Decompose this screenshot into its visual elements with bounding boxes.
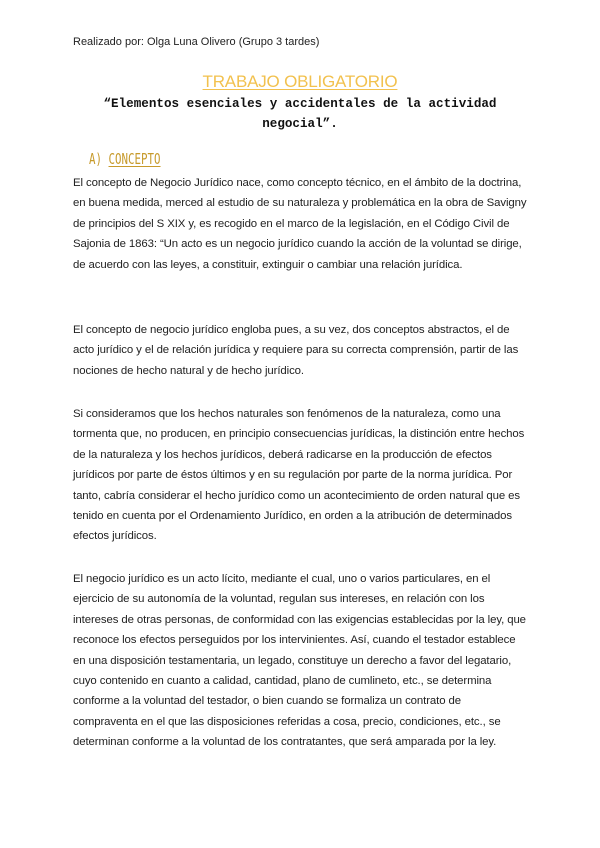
document-subtitle: “Elementos esenciales y accidentales de la actividad negocial”. bbox=[103, 97, 497, 131]
section-label: CONCEPTO bbox=[108, 150, 161, 168]
author-line: Realizado por: Olga Luna Olivero (Grupo 3 tardes) bbox=[73, 36, 320, 48]
section-letter: A) bbox=[89, 150, 103, 168]
paragraph-3: Si consideramos que los hechos naturales son fenómenos de la naturaleza, como una tormenta que, no producen, en principio consecuencias jurídicas, la distinción entre hechos de la naturaleza y los hechos jurídicos, deberá radicarse en la producción de efectos jurídicos por parte de éstos últimos y en su regulación por parte de la norma jurídica. Por tanto, cabría considerar el hecho jurídico como un acontecimiento de orden natural que es tenido en cuenta por el Ordenamiento Jurídico, en orden a la atribución de determinados efectos jurídicos. bbox=[73, 408, 525, 543]
paragraph-4: El negocio jurídico es un acto lícito, mediante el cual, uno o varios particulares, en el ejercicio de su autonomía de la voluntad, regulan sus intereses, en relación con los intereses de otras personas, de conformidad con las exigencias establecidas por la ley, que reconoce los efectos perseguidos por los intervinientes. Así, cuando el testador establece en una disposición testamentaria, un legado, constituye un derecho a favor del legatario, cuyo contenido en cuanto a calidad, cantidad, plano de cumlineto, etc., se determina conforme a la voluntad del testador, o bien cuando se formaliza un contrato de compraventa en el que las disposiciones referidas a cosa, precio, condiciones, etc., se determinan conforme a la voluntad de los contratantes, que será amparada por la ley. bbox=[73, 573, 526, 749]
document-title: TRABAJO OBLIGATORIO bbox=[202, 72, 398, 91]
section-heading bbox=[89, 150, 161, 168]
paragraph-2: El concepto de negocio jurídico engloba pues, a su vez, dos conceptos abstractos, el de acto jurídico y el de relación jurídica y requiere para su correcta comprensión, partir de las nociones de hecho natural y de hecho jurídico. bbox=[73, 324, 519, 377]
paragraph-1: El concepto de Negocio Jurídico nace, como concepto técnico, en el ámbito de la doctrina, en buena medida, merced al estudio de su naturaleza y problemática en la obra de Savigny de principios del S XIX y, es recogido en el marco de la legislación, en el Código Civil de Sajonia de 1863: “Un acto es un negocio jurídico cuando la acción de la voluntad se dirige, de acuerdo con las leyes, a constituir, extinguir o cambiar una relación jurídica. bbox=[73, 177, 527, 271]
